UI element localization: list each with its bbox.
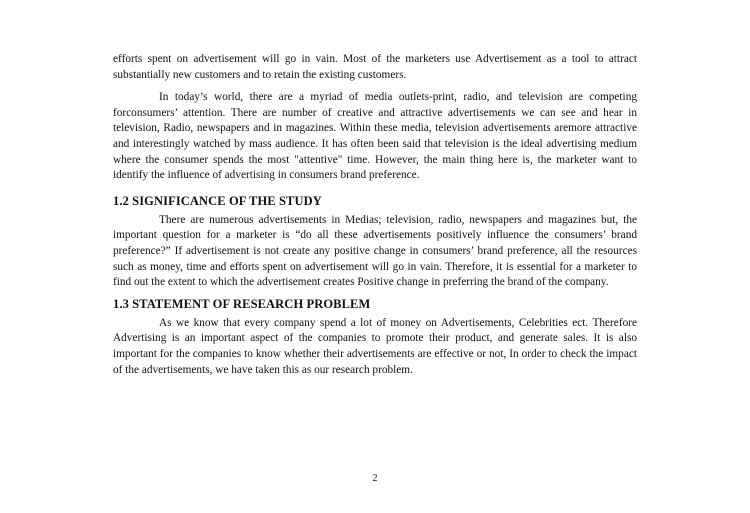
research-problem-heading: 1.3 STATEMENT OF RESEARCH PROBLEM	[113, 296, 371, 311]
page-body	[113, 52, 637, 378]
significance-heading: 1.2 SIGNIFICANCE OF THE STUDY	[113, 193, 322, 208]
paragraph-gap	[113, 83, 637, 90]
research-problem-paragraph: As we know that every company spend a lot of money on Advertisements, Celebrities ect. Therefore Advertising is an important aspect of the companies to promote their product, and generate sales. It is also important for the companies to know whether their advertisements are effective or not, In order to check the impact of the advertisements, we have taken this as our research problem.	[113, 316, 637, 376]
media-outlets-paragraph: In today’s world, there are a myriad of media outlets-print, radio, and television are competing forconsumers’ attention. There are number of creative and attractive advertisements we can see and hear in television, Radio, newspapers and in magazines. Within these media, television advertisements aremore attractive and interestingly watched by mass audience. It has often been said that television is the ideal advertising medium where the consumer spends the most "attentive" time. However, the main thing here is, the marketer want to identify the influence of advertising in consumers brand preference.	[113, 91, 637, 182]
intro-paragraph: efforts spent on advertisement will go in vain. Most of the marketers use Advertisement as a tool to attract substantially new customers and to retain the existing customers.	[113, 53, 637, 81]
section-gap	[113, 184, 637, 193]
significance-paragraph: There are numerous advertisements in Medias; television, radio, newspapers and magazines but, the important question for a marketer is “do all these advertisements positively influence the consumers’ brand preference?” If advertisement is not create any positive change in consumers’ brand preference, all the resources such as money, time and efforts spent on advertisement will go in vain. Therefore, it is essential for a marketer to find out the extent to which the advertisement creates Positive change in preferring the brand of the company.	[113, 213, 637, 289]
page-number: 2	[372, 473, 378, 484]
